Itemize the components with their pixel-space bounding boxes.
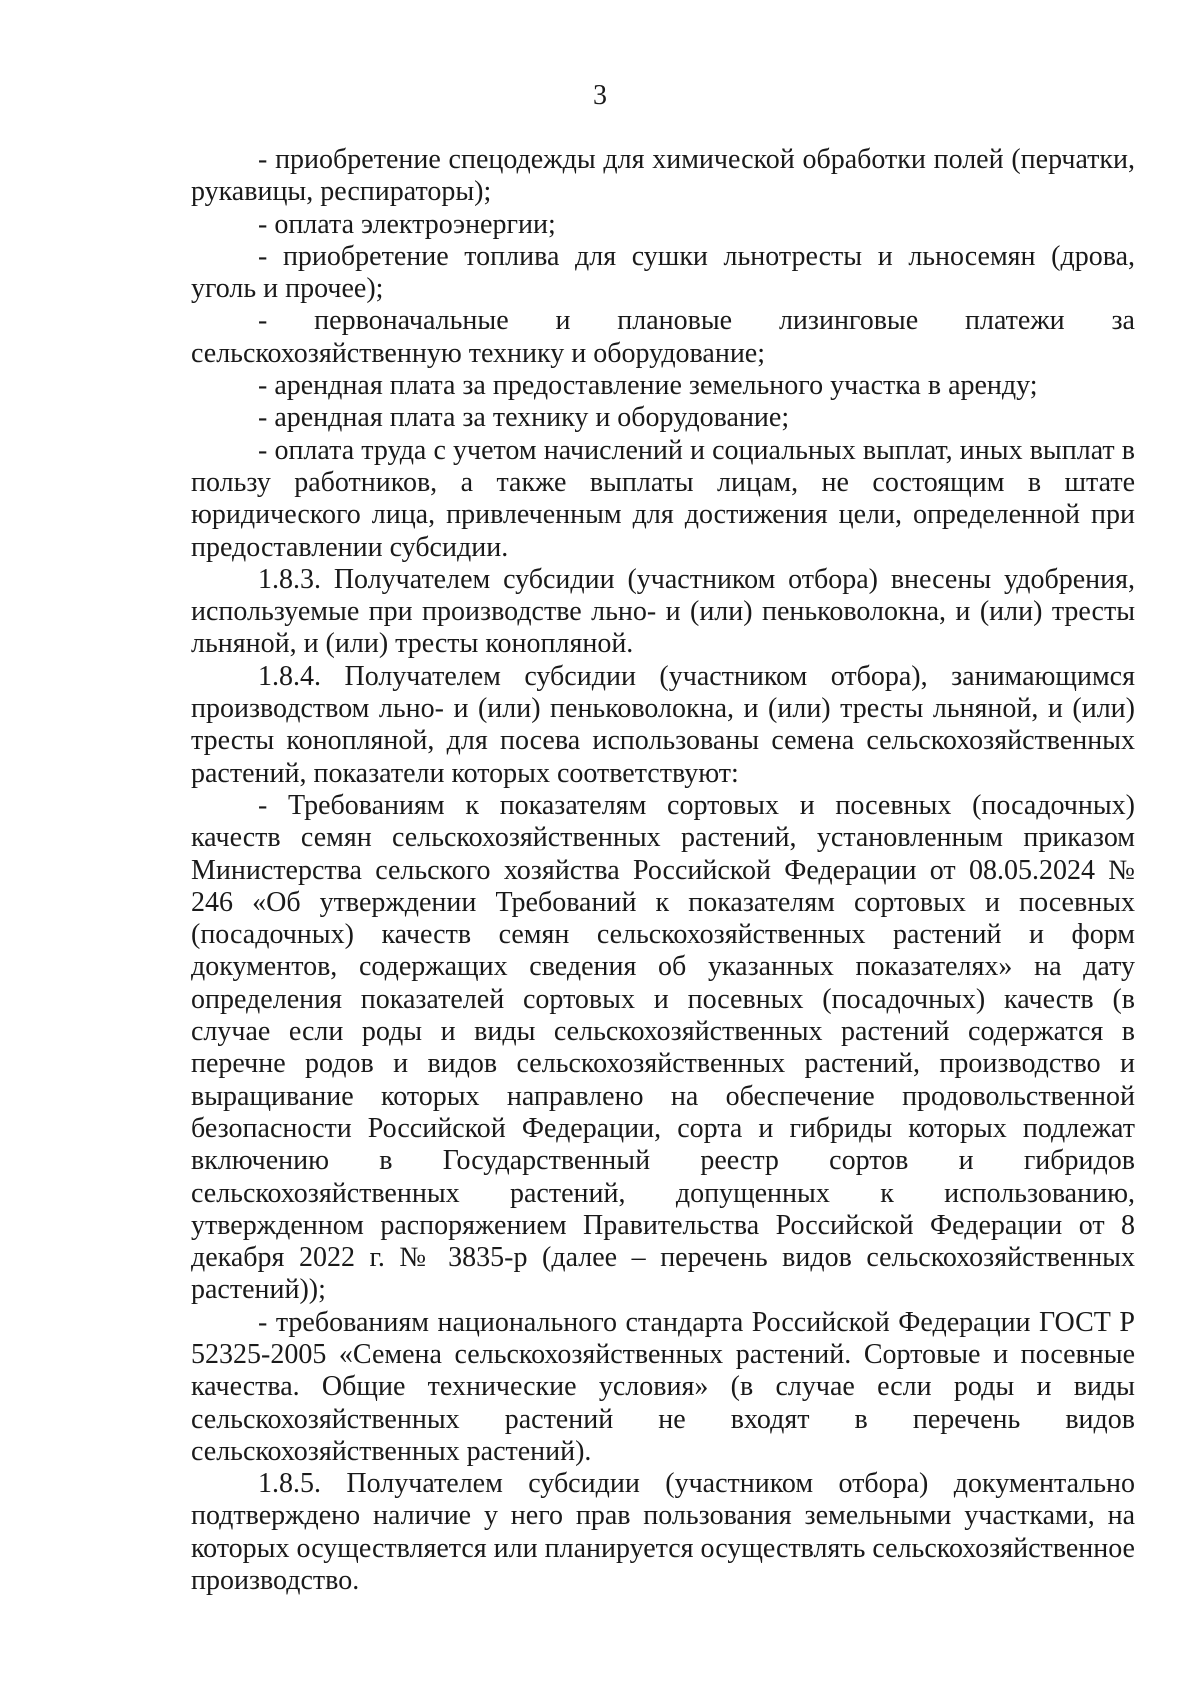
page-number: 3	[593, 80, 607, 111]
paragraph-bullet-requirements-order: - Требованиям к показателям сортовых и посевных (посадочных) качеств семян сельскохозяйственных растений, установленным приказом Министерства сельского хозяйства Российской Федерации от 08.05.2024 № 246 «Об утверждении Требований к показателям сортовых и посевных (посадочных) качеств семян сельскохозяйственных растений и форм документов, содержащих сведения об указанных показателях» на дату определения показателей сортовых и посевных (посадочных) качеств (в случае если роды и виды сельскохозяйственных растений содержатся в перечне родов и видов сельскохозяйственных растений, производство и выращивание которых направлено на обеспечение продовольственной безопасности Российской Федерации, сорта и гибриды которых подлежат включению в Государственный реестр сортов и гибридов сельскохозяйственных растений, допущенных к использованию, утвержденном распоряжением Правительства Российской Федерации от 8 декабря 2022 г. № 3835-р (далее – перечень видов сельскохозяйственных растений));	[191, 789, 1135, 1306]
paragraph-1-8-3: 1.8.3. Получателем субсидии (участником отбора) внесены удобрения, используемые при производстве льно- и (или) пеньковолокна, и (или) тресты льняной, и (или) тресты конопляной.	[191, 563, 1135, 660]
paragraph-1-8-5: 1.8.5. Получателем субсидии (участником отбора) документально подтверждено наличие у него прав пользования земельными участками, на которых осуществляется или планируется осуществлять сельскохозяйственное производство.	[191, 1468, 1135, 1597]
paragraph-bullet-electricity: - оплата электроэнергии;	[258, 208, 556, 240]
paragraph-bullet-fuel: - приобретение топлива для сушки льнотресты и льносемян (дрова, уголь и прочее);	[191, 240, 1135, 305]
paragraph-bullet-labor: - оплата труда с учетом начислений и социальных выплат, иных выплат в пользу работников, а также выплаты лицам, не состоящим в штате юридического лица, привлеченным для достижения цели, определенной при предоставлении субсидии.	[191, 434, 1135, 563]
paragraph-bullet-land-rent: - арендная плата за предоставление земельного участка в аренду;	[258, 370, 1038, 402]
document-body	[191, 144, 1135, 1597]
paragraph-bullet-equipment-rent: - арендная плата за технику и оборудование;	[258, 402, 790, 434]
paragraph-bullet-gost: - требованиям национального стандарта Российской Федерации ГОСТ Р 52325-2005 «Семена сельскохозяйственных растений. Сортовые и посевные качества. Общие технические условия» (в случае если роды и виды сельскохозяйственных растений не входят в перечень видов сельскохозяйственных растений).	[191, 1306, 1135, 1467]
paragraph-1-8-4: 1.8.4. Получателем субсидии (участником отбора), занимающимся производством льно- и (или) пеньковолокна, и (или) тресты льняной, и (или) тресты конопляной, для посева использованы семена сельскохозяйственных растений, показатели которых соответствуют:	[191, 660, 1135, 789]
paragraph-bullet-leasing: - первоначальные и плановые лизинговые платежи за сельскохозяйственную технику и оборудование;	[191, 305, 1135, 369]
paragraph-bullet-protective-clothing: - приобретение спецодежды для химической обработки полей (перчатки, рукавицы, респираторы);	[191, 144, 1135, 208]
